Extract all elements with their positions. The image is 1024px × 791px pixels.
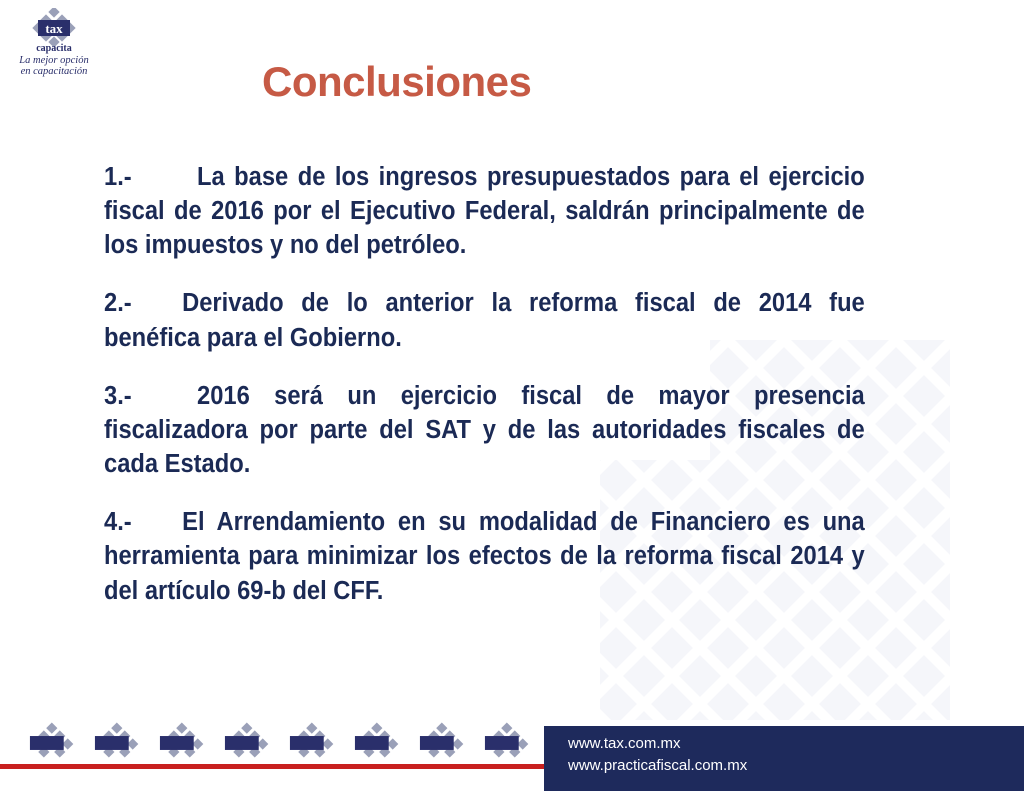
tax-mini-logo xyxy=(410,722,474,762)
conclusion-number: 2.- xyxy=(104,289,132,318)
page-title: Conclusiones xyxy=(262,58,532,105)
conclusion-item xyxy=(104,505,865,607)
conclusion-text: 2016 será un ejercicio fiscal de mayor presencia fiscalizadora por parte del SAT y de las autoridades fiscales de cada Estado. xyxy=(104,381,865,479)
conclusion-item xyxy=(104,379,865,481)
tax-mini-logo xyxy=(280,722,344,762)
conclusion-number: 1.- xyxy=(104,163,132,191)
logo-line-2: La mejor opción xyxy=(19,54,89,66)
conclusion-item xyxy=(104,160,865,262)
tax-mini-logo xyxy=(345,722,409,762)
conclusion-text: La base de los ingresos presupuestados para el ejercicio fiscal de 2016 por el Ejecutivo Federal, saldrán principalmente de los impuestos y no del petróleo. xyxy=(104,163,865,260)
conclusion-text: El Arrendamiento en su modalidad de Financiero es una herramienta para minimizar los efectos de la reforma fiscal 2014 y del artículo 69-b del CFF. xyxy=(104,508,865,605)
footer-logo-strip xyxy=(20,722,540,762)
footer-red-line xyxy=(0,764,544,769)
tax-mini-logo xyxy=(150,722,214,762)
conclusion-number: 4.- xyxy=(104,508,132,537)
conclusion-number: 3.- xyxy=(104,381,132,410)
logo-line-3: en capacitación xyxy=(20,65,88,77)
tax-mini-logo xyxy=(85,722,149,762)
tax-mini-logo xyxy=(215,722,279,762)
logo-line-1: capacita xyxy=(36,43,72,54)
footer-links xyxy=(568,733,747,777)
conclusions-list xyxy=(104,160,865,632)
conclusion-item xyxy=(104,286,865,354)
tax-logo xyxy=(12,8,96,88)
tax-mini-logo xyxy=(20,722,84,762)
footer-link-tax[interactable]: www.tax.com.mx xyxy=(568,735,681,752)
footer-link-practicafiscal[interactable]: www.practicafiscal.com.mx xyxy=(568,757,748,774)
conclusion-text: Derivado de lo anterior la reforma fiscal de 2014 fue benéfica para el Gobierno. xyxy=(104,289,865,352)
tax-mini-logo xyxy=(475,722,539,762)
tax-logo-mark xyxy=(24,8,86,48)
logo-brand-text: tax xyxy=(45,21,63,36)
